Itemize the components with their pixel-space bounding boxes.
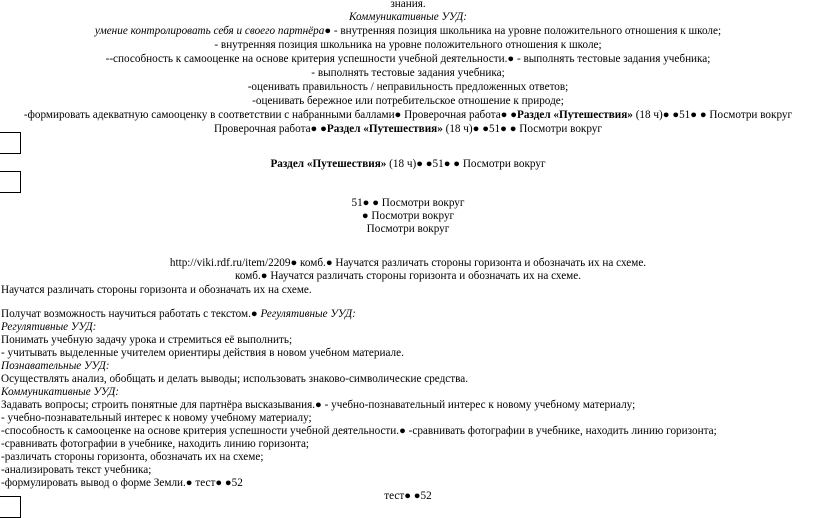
section-heading-rest: (18 ч)● ●51● ● Посмотри вокруг (386, 158, 546, 170)
section-travels-bold: Раздел «Путешествия» (516, 109, 633, 121)
text-line-self-assessment-2: -способность к самооценке на основе критерия успешности учебной деятельности.● -сравнивать фотографии в учебнике, находить линию горизонта; (1, 425, 717, 437)
self-assessment-part-a: -формировать адекватную самооценку в соответствии с набранными баллами● Проверочная работа● ● (23, 109, 517, 121)
text-line-earth-shape: -формулировать вывод о форме Земли.● тест● ●52 (1, 477, 243, 489)
test-work-part-a: Проверочная работа● ● (214, 123, 327, 135)
text-line-ask-questions: Задавать вопросы; строить понятные для партнёра высказывания.● - учебно-познавательный интерес к новому учебному материалу; (1, 399, 636, 411)
heading-communicative-uud-2: Коммуникативные УУД: (1, 386, 119, 398)
text-line-school-attitude: - внутренняя позиция школьника на уровне положительного отношения к школе; (214, 39, 602, 51)
heading-regulatory-uud: Регулятивные УУД: (1, 321, 97, 333)
section-heading-title: Раздел «Путешествия» (270, 158, 387, 170)
text-line-nature-attitude: -оценивать бережное или потребительское отношение к природе; (252, 95, 564, 107)
text-line-work-with-text (1, 307, 356, 321)
heading-communicative-uud: Коммуникативные УУД: (349, 11, 467, 23)
text-line-understand-task: Понимать учебную задачу урока и стремиться её выполнить; (1, 334, 293, 346)
table-cell-box-2 (0, 171, 21, 193)
text-line-look-around-bullet: ● Посмотри вокруг (361, 210, 455, 222)
text-line-look-around: Посмотри вокруг (366, 223, 450, 235)
partner-control-italic: умение контролировать себя и своего партнёра (94, 25, 325, 37)
text-line-distinguish-horizon: -различать стороны горизонта, обозначать их на схеме; (1, 451, 264, 463)
text-line-analysis: Осуществлять анализ, обобщать и делать выводы; использовать знаково-символические средства. (1, 373, 469, 385)
text-line-self-assessment: --способность к самооценке на основе критерия успешности учебной деятельности.● - выполнять тестовые задания учебника; (105, 53, 711, 65)
table-cell-box-1 (0, 132, 21, 154)
text-line-komb: комб.● Научатся различать стороны горизонта и обозначать их на схеме. (234, 270, 582, 282)
text-line-test-tasks: - выполнять тестовые задания учебника; (311, 67, 505, 79)
text-line-analyze-text: -анализировать текст учебника; (1, 464, 152, 476)
text-line-partner-control (0, 24, 816, 38)
text-line-adequate-self-assessment (0, 108, 816, 122)
text-line-cognitive-interest: - учебно-познавательный интерес к новому учебному материалу; (1, 412, 312, 424)
text-line-test-work (0, 122, 816, 136)
section-travels-bold-2: Раздел «Путешествия» (326, 123, 443, 135)
section-heading (0, 157, 816, 171)
text-line-znaniya: знания. (390, 0, 426, 10)
text-line-evaluate-answers: -оценивать правильность / неправильность предложенных ответов; (247, 81, 569, 93)
work-with-text-part-a: Получат возможность научиться работать с текстом.● (1, 308, 261, 320)
partner-control-rest: ● - внутренняя позиция школьника на уровне положительного отношения к школе; (324, 25, 722, 37)
test-work-part-c: (18 ч)● ●51● ● Посмотри вокруг (442, 123, 602, 135)
text-line-51-look-around: 51● ● Посмотри вокруг (351, 197, 465, 209)
work-with-text-italic: Регулятивные УУД: (260, 308, 356, 320)
text-line-url: http://viki.rdf.ru/item/2209● комб.● Научатся различать стороны горизонта и обозначать их на схеме. (169, 257, 647, 269)
text-line-learn-horizon: Научатся различать стороны горизонта и обозначать их на схеме. (1, 284, 312, 296)
text-line-test-52: тест● ●52 (384, 490, 432, 502)
self-assessment-part-c: (18 ч)● ●51● ● Посмотри вокруг (632, 109, 793, 121)
text-line-teacher-guides: - учитывать выделенные учителем ориентиры действия в новом учебном материале. (1, 347, 404, 359)
heading-cognitive-uud: Познавательные УУД: (1, 360, 110, 372)
text-line-compare-photos: -сравнивать фотографии в учебнике, находить линию горизонта; (1, 438, 310, 450)
